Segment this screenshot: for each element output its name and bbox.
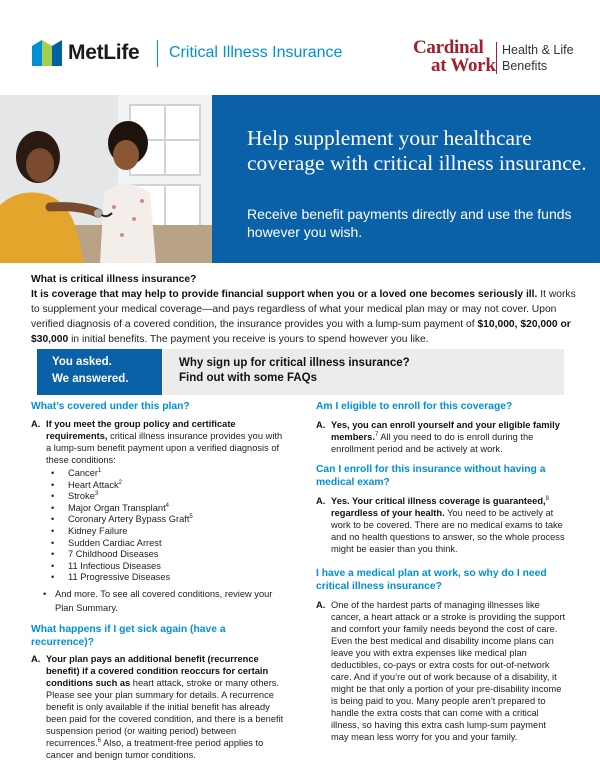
you-asked-line1: You asked. <box>52 356 112 368</box>
faq-question-medical-exam: Can I enroll for this insurance without having a medical exam? <box>316 464 546 488</box>
answer-letter: A. <box>316 600 326 610</box>
partner-divider <box>496 42 497 74</box>
page-header <box>0 0 600 95</box>
list-item: • Coronary Artery Bypass Graft$^5$ <box>46 514 285 526</box>
hero-photo <box>0 95 212 263</box>
list-item: • Major Organ Transplant$^4$ <box>46 503 285 515</box>
footnote-ref: 8 <box>545 495 549 502</box>
hero-subheading: Receive benefit payments directly and use the funds however you wish. <box>247 206 572 240</box>
intro-bold-lead: It is coverage that may help to provide financial support when you or a loved one becomes seriously ill. <box>31 289 538 300</box>
intro-text-1: It works to supplement your medical coverage—and pays regardless of what your medical plan may or may not cover. Upon verified diagnosis of a covered condition, the insurance provides you with a lump-sum payment of <box>31 289 576 330</box>
faq-question-eligible: Am I eligible to enroll for this coverage? <box>316 401 513 412</box>
faq-question-covered: What’s covered under this plan? <box>31 401 190 412</box>
answer-bold: If you meet the group policy and certificate requirements, <box>46 419 236 441</box>
partner-logo-line1: Cardinal <box>413 37 484 58</box>
faq-right-column <box>316 400 566 743</box>
intro-question: What is critical illness insurance? <box>31 274 197 285</box>
intro-amounts: $10,000, $20,000 or $30,000 <box>31 319 571 345</box>
faq-answer-recurrence <box>31 653 285 761</box>
intro-paragraph <box>31 287 576 347</box>
faq-question-why-need: I have a medical plan at work, so why do I need critical illness insurance? <box>316 568 547 592</box>
partner-tagline-2: Benefits <box>502 59 548 73</box>
brand-name: MetLife <box>68 41 140 64</box>
answer-bold-2: regardless of your health. <box>331 508 445 518</box>
answer-bold: Your plan pays an additional benefit (recurrence benefit) if a covered condition reoccurs for certain conditions such as <box>46 653 269 688</box>
product-name: Critical Illness Insurance <box>169 44 343 61</box>
partner-tagline-1: Health & Life <box>502 43 574 57</box>
footnote-ref: 6 <box>97 737 102 744</box>
faq-answer-medical-exam <box>316 495 566 555</box>
answer-letter: A. <box>316 496 326 506</box>
faq-answer-eligible <box>316 419 566 455</box>
list-item: • 11 Infectious Diseases <box>46 561 285 573</box>
answer-text: One of the hardest parts of managing illnesses like cancer, a heart attack or a stroke is providing the support and comfort your family needs beyond the cost of care. Even the best medical and disability income plans can leave you with extra expenses like medical plan deductibles, co-pays or extra costs for out-of-network care. And if you’re out of work because of a disability, it might be that only a portion of your pre-disability income is being paid to you. Many people aren’t prepared to handle the extra costs that can come with a critical illness, so having this extra cash lump-sum payment may mean less worry for you and your family. <box>331 600 566 742</box>
metlife-logo-icon <box>32 40 62 66</box>
answer-text-2: Also, a treatment-free period applies to cancer and benign tumor conditions. <box>46 737 264 760</box>
intro-section <box>31 272 576 347</box>
you-asked-line2: We answered. <box>52 373 129 385</box>
answer-letter: A. <box>31 653 41 664</box>
list-item: • Sudden Cardiac Arrest <box>46 538 285 550</box>
intro-text-2: in initial benefits. The payment you receive is yours to spend however you like. <box>68 334 429 345</box>
answer-bold: Yes. Your critical illness coverage is guaranteed, <box>331 496 546 506</box>
answer-letter: A. <box>316 420 326 430</box>
list-item: • 7 Childhood Diseases <box>46 549 285 561</box>
list-item: • 11 Progressive Diseases <box>46 572 285 584</box>
answer-text: All you need to do is enroll during the enrollment period and be actively at work. <box>331 432 534 454</box>
faq-left-column <box>31 400 285 761</box>
you-asked-box <box>37 349 162 395</box>
hero-banner <box>0 95 600 263</box>
partner-logo-line2: at Work <box>431 55 496 76</box>
condition-list <box>46 468 285 584</box>
faq-title-box <box>163 349 564 395</box>
answer-text: heart attack, stroke or many others. Please see your plan summary for details. A recurrence benefit is only available if the initial benefit has already been paid for the covered condition, and there is a benefit suspension period (or waiting period) between recurrences. <box>46 677 284 748</box>
and-more-note: • And more. To see all covered conditions, review your Plan Summary. <box>31 587 285 615</box>
child-doctor-illustration-icon <box>0 95 212 263</box>
list-item: • Heart Attack$^2$ <box>46 480 285 492</box>
header-divider <box>157 40 158 67</box>
faq-question-recurrence: What happens if I get sick again (have a recurrence)? <box>31 623 226 648</box>
faq-answer-covered <box>31 418 285 584</box>
partner-logo <box>413 37 503 77</box>
hero-text-panel <box>212 95 600 263</box>
list-item: • Cancer$^1$ <box>46 468 285 480</box>
hero-heading: Help supplement your healthcare coverage with critical illness insurance. <box>247 126 587 175</box>
list-item: • Kidney Failure <box>46 526 285 538</box>
faq-title-line2: Find out with some FAQs <box>179 372 317 384</box>
answer-letter: A. <box>31 419 41 429</box>
footnote-ref: 7 <box>374 431 379 438</box>
faq-title-line1: Why sign up for critical illness insurance? <box>179 357 410 369</box>
answer-text: You need to be actively at work to be covered. There are no medical exams to take and no health questions to answer, so the whole process might be easier than you think. <box>331 508 565 554</box>
answer-text: critical illness insurance provides you with a lump-sum benefit payment upon a verified diagnosis of these conditions: <box>46 431 283 465</box>
faq-answer-why-need <box>316 599 566 743</box>
answer-bold: Yes, you can enroll yourself and your eligible family members. <box>331 420 560 442</box>
list-item: • Stroke$^3$ <box>46 491 285 503</box>
